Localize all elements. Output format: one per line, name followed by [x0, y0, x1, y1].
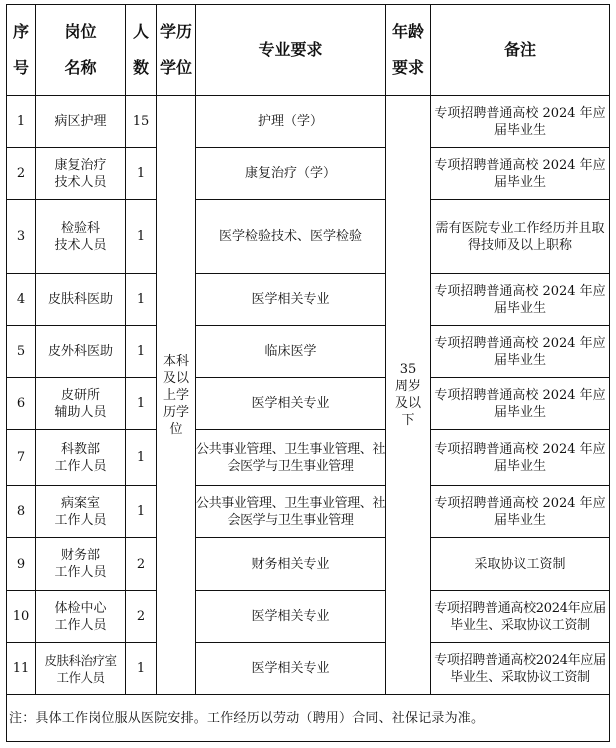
cell-seq: 10 [7, 591, 36, 643]
cell-position: 财务部 工作人员 [36, 538, 126, 591]
cell-seq: 6 [7, 378, 36, 430]
cell-count: 1 [126, 378, 157, 430]
cell-count: 1 [126, 148, 157, 200]
cell-major: 临床医学 [196, 326, 386, 378]
cell-remarks: 专项招聘普通高校 2024 年应届毕业生 [431, 326, 610, 378]
table-row [7, 378, 610, 430]
cell-major: 医学相关专业 [196, 643, 386, 695]
cell-count: 1 [126, 430, 157, 486]
cell-remarks: 专项招聘普通高校 2024 年应届毕业生 [431, 486, 610, 538]
cell-position: 皮研所 辅助人员 [36, 378, 126, 430]
cell-position: 皮肤科医助 [36, 274, 126, 326]
cell-remarks: 专项招聘普通高校 2024 年应届毕业生 [431, 96, 610, 148]
cell-major: 公共事业管理、卫生事业管理、社会医学与卫生事业管理 [196, 486, 386, 538]
cell-seq: 2 [7, 148, 36, 200]
cell-count: 1 [126, 326, 157, 378]
cell-remarks: 专项招聘普通高校 2024 年应届毕业生 [431, 274, 610, 326]
cell-remarks: 专项招聘普通高校2024年应届毕业生、采取协议工资制 [431, 643, 610, 695]
cell-remarks: 需有医院专业工作经历并且取得技师及以上职称 [431, 200, 610, 274]
cell-major: 医学相关专业 [196, 378, 386, 430]
cell-count: 2 [126, 591, 157, 643]
cell-count: 2 [126, 538, 157, 591]
header-age: 年龄 要求 [386, 5, 431, 96]
cell-position: 康复治疗 技术人员 [36, 148, 126, 200]
table-row [7, 148, 610, 200]
cell-major: 公共事业管理、卫生事业管理、社会医学与卫生事业管理 [196, 430, 386, 486]
cell-major: 医学检验技术、医学检验 [196, 200, 386, 274]
cell-seq: 9 [7, 538, 36, 591]
header-education: 学历 学位 [157, 5, 196, 96]
table-row [7, 591, 610, 643]
cell-count: 15 [126, 96, 157, 148]
cell-count: 1 [126, 643, 157, 695]
cell-count: 1 [126, 486, 157, 538]
cell-count: 1 [126, 274, 157, 326]
cell-major: 医学相关专业 [196, 274, 386, 326]
cell-seq: 8 [7, 486, 36, 538]
cell-major: 医学相关专业 [196, 591, 386, 643]
header-row [7, 5, 610, 96]
cell-seq: 4 [7, 274, 36, 326]
cell-remarks: 采取协议工资制 [431, 538, 610, 591]
recruitment-table [6, 4, 610, 742]
cell-major: 护理（学） [196, 96, 386, 148]
cell-major: 财务相关专业 [196, 538, 386, 591]
cell-seq: 7 [7, 430, 36, 486]
cell-major: 康复治疗（学） [196, 148, 386, 200]
cell-seq: 11 [7, 643, 36, 695]
header-major: 专业要求 [196, 5, 386, 96]
cell-remarks: 专项招聘普通高校 2024 年应届毕业生 [431, 148, 610, 200]
cell-education-merged: 本科及以上学历学位 [157, 96, 196, 695]
table-row [7, 96, 610, 148]
cell-position: 病区护理 [36, 96, 126, 148]
header-seq: 序 号 [7, 5, 36, 96]
cell-seq: 3 [7, 200, 36, 274]
table-row [7, 643, 610, 695]
cell-position: 病案室 工作人员 [36, 486, 126, 538]
table-row [7, 200, 610, 274]
cell-remarks: 专项招聘普通高校 2024 年应届毕业生 [431, 378, 610, 430]
footer-row [7, 695, 610, 742]
table-row [7, 430, 610, 486]
cell-seq: 5 [7, 326, 36, 378]
cell-remarks: 专项招聘普通高校2024年应届毕业生、采取协议工资制 [431, 591, 610, 643]
header-remarks: 备注 [431, 5, 610, 96]
cell-seq: 1 [7, 96, 36, 148]
header-count: 人 数 [126, 5, 157, 96]
table-row [7, 538, 610, 591]
cell-count: 1 [126, 200, 157, 274]
cell-position: 科教部 工作人员 [36, 430, 126, 486]
cell-position: 皮外科医助 [36, 326, 126, 378]
header-position: 岗位 名称 [36, 5, 126, 96]
cell-age-merged: 35周岁及以下 [386, 96, 431, 695]
table-row [7, 326, 610, 378]
cell-position: 检验科 技术人员 [36, 200, 126, 274]
cell-position: 皮肤科治疗室 工作人员 [36, 643, 126, 695]
cell-position: 体检中心 工作人员 [36, 591, 126, 643]
footer-note: 注：具体工作岗位服从医院安排。工作经历以劳动（聘用）合同、社保记录为准。 [7, 695, 610, 742]
cell-remarks: 专项招聘普通高校 2024 年应届毕业生 [431, 430, 610, 486]
table-row [7, 486, 610, 538]
table-row [7, 274, 610, 326]
